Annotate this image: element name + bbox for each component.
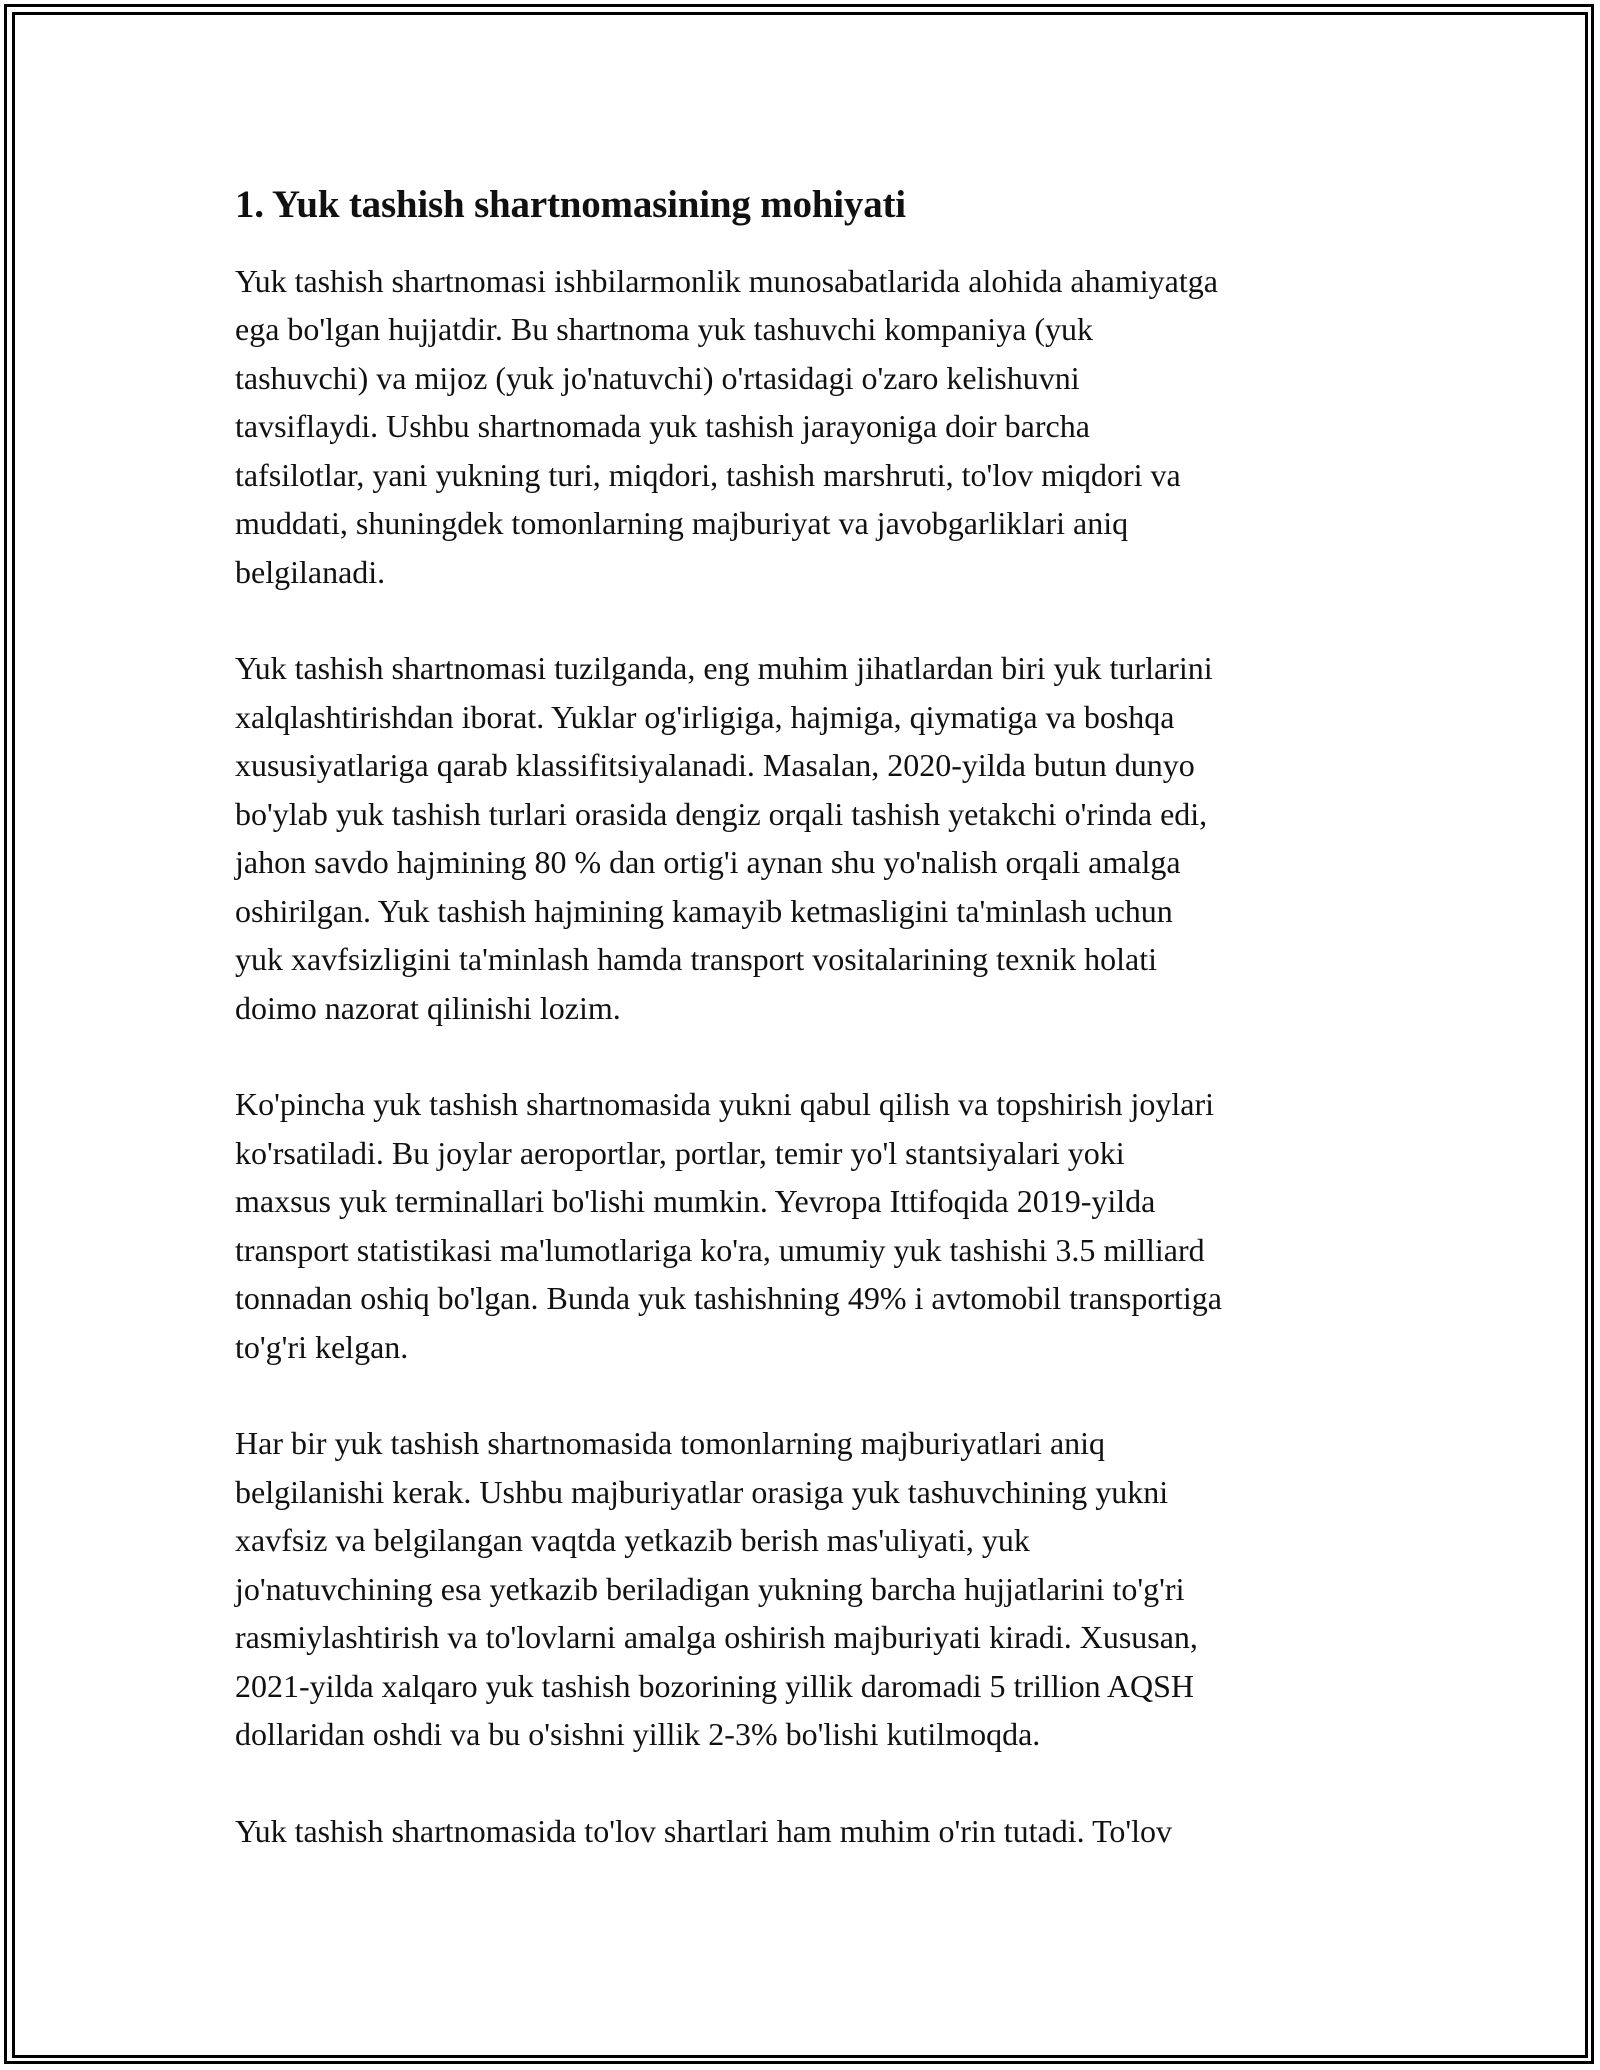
paragraph-3: [235, 1080, 1375, 1371]
paragraph-line: ko'rsatiladi. Bu joylar aeroportlar, portlar, temir yo'l stantsiyalari yoki: [235, 1134, 1125, 1171]
paragraph-line: tonnadan oshiq bo'lgan. Bunda yuk tashishning 49% i avtomobil transportiga: [235, 1280, 1222, 1317]
paragraph-2: [235, 644, 1375, 1032]
paragraph-line: Yuk tashish shartnomasi tuzilganda, eng muhim jihatlardan biri yuk turlarini: [235, 650, 1213, 687]
paragraph-line: tashuvchi) va mijoz (yuk jo'natuvchi) o'rtasidagi o'zaro kelishuvni: [235, 359, 1080, 396]
paragraph-line: rasmiylashtirish va to'lovlarni amalga oshirish majburiyati kiradi. Xususan,: [235, 1619, 1198, 1656]
paragraph-line: muddati, shuningdek tomonlarning majburiyat va javobgarliklari aniq: [235, 505, 1129, 542]
paragraph-line: bo'ylab yuk tashish turlari orasida dengiz orqali tashish yetakchi o'rinda edi,: [235, 795, 1208, 832]
paragraph-line: maxsus yuk terminallari bo'lishi mumkin. Yevropa Ittifoqida 2019-yilda: [235, 1183, 1156, 1220]
paragraph-5: [235, 1807, 1375, 1856]
paragraph-line: oshirilgan. Yuk tashish hajmining kamayib ketmasligini ta'minlash uchun: [235, 892, 1173, 929]
paragraph-4: [235, 1419, 1375, 1759]
paragraph-line: ega bo'lgan hujjatdir. Bu shartnoma yuk tashuvchi kompaniya (yuk: [235, 311, 1094, 348]
document-page: [235, 178, 1375, 1903]
paragraph-line: yuk xavfsizligini ta'minlash hamda transport vositalarining texnik holati: [235, 941, 1158, 978]
paragraph-line: xavfsiz va belgilangan vaqtda yetkazib berish mas'uliyati, yuk: [235, 1522, 1030, 1559]
paragraph-line: doimo nazorat qilinishi lozim.: [235, 989, 621, 1026]
section-heading: 1. Yuk tashish shartnomasining mohiyati: [235, 183, 906, 226]
paragraph-line: Yuk tashish shartnomasi ishbilarmonlik munosabatlarida alohida ahamiyatga: [235, 262, 1218, 299]
paragraph-line: jo'natuvchining esa yetkazib beriladigan yukning barcha hujjatlarini to'g'ri: [235, 1570, 1185, 1607]
paragraph-line: to'g'ri kelgan.: [235, 1328, 409, 1365]
paragraph-line: belgilanishi kerak. Ushbu majburiyatlar orasiga yuk tashuvchining yukni: [235, 1473, 1169, 1510]
paragraph-line: xususiyatlariga qarab klassifitsiyalanadi. Masalan, 2020-yilda butun dunyo: [235, 747, 1195, 784]
paragraph-line: transport statistikasi ma'lumotlariga ko'ra, umumiy yuk tashishi 3.5 milliard: [235, 1231, 1205, 1268]
paragraph-line: Yuk tashish shartnomasida to'lov shartlari ham muhim o'rin tutadi. To'lov: [235, 1812, 1173, 1849]
paragraph-line: 2021-yilda xalqaro yuk tashish bozorining yillik daromadi 5 trillion AQSH: [235, 1667, 1194, 1704]
paragraph-line: tavsiflaydi. Ushbu shartnomada yuk tashish jarayoniga doir barcha: [235, 408, 1090, 445]
paragraph-line: tafsilotlar, yani yukning turi, miqdori, tashish marshruti, to'lov miqdori va: [235, 456, 1181, 493]
paragraph-line: belgilanadi.: [235, 553, 386, 590]
paragraph-line: Har bir yuk tashish shartnomasida tomonlarning majburiyatlari aniq: [235, 1425, 1106, 1462]
paragraph-line: Ko'pincha yuk tashish shartnomasida yukni qabul qilish va topshirish joylari: [235, 1086, 1214, 1123]
paragraph-line: jahon savdo hajmining 80 % dan ortig'i aynan shu yo'nalish orqali amalga: [235, 844, 1181, 881]
paragraph-1: [235, 257, 1375, 597]
paragraph-line: xalqlashtirishdan iborat. Yuklar og'irligiga, hajmiga, qiymatiga va boshqa: [235, 698, 1175, 735]
paragraph-line: dollaridan oshdi va bu o'sishni yillik 2-3% bo'lishi kutilmoqda.: [235, 1716, 1041, 1753]
